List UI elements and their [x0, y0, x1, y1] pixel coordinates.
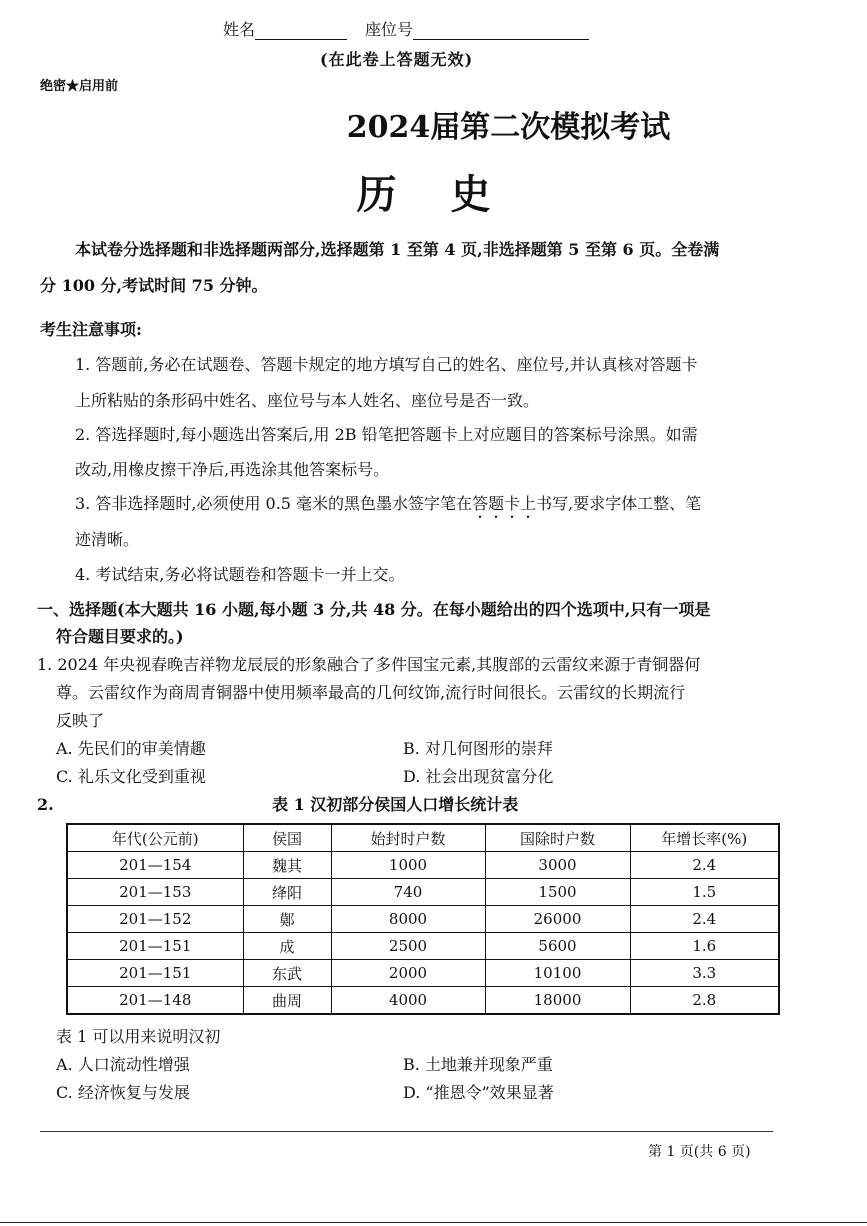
secret-label: 绝密★启用前 — [40, 79, 119, 94]
table-cell: 1.5 — [630, 879, 779, 906]
table-cell: 26000 — [485, 906, 630, 933]
note-2-line-2: 改动,用橡皮擦干净后,再选涂其他答案标号。 — [75, 460, 390, 479]
notes-heading: 考生注意事项: — [40, 320, 142, 339]
seat-blank — [413, 39, 589, 40]
table-cell: 绛阳 — [243, 879, 331, 906]
section-1-line-1: 一、选择题(本大题共 16 小题,每小题 3 分,共 48 分。在每小题给出的四个选项中,只有一项是 — [37, 600, 711, 619]
table-cell: 5600 — [485, 933, 630, 960]
table-cell: 201—153 — [67, 879, 243, 906]
header-cell: 年增长率(%) — [630, 824, 779, 852]
q1-option-c: C. 礼乐文化受到重视 — [56, 767, 206, 786]
table-row — [67, 987, 779, 1015]
q1-line-1: 1. 2024 年央视春晚吉祥物龙辰辰的形象融合了多件国宝元素,其腹部的云雷纹来源于青铜器何 — [37, 655, 701, 674]
q1-line-2: 尊。云雷纹作为商周青铜器中使用频率最高的几何纹饰,流行时间很长。云雷纹的长期流行 — [56, 683, 686, 702]
table-cell: 1.6 — [630, 933, 779, 960]
table-cell: 2.4 — [630, 906, 779, 933]
note-3-line-2: 迹清晰。 — [75, 530, 140, 549]
q2-option-b: B. 土地兼并现象严重 — [403, 1055, 553, 1074]
table-cell: 8000 — [331, 906, 485, 933]
table-row — [67, 879, 779, 906]
table-cell: 魏其 — [243, 852, 331, 879]
note-4: 4. 考试结束,务必将试题卷和答题卡一并上交。 — [75, 565, 405, 584]
table-cell: 东武 — [243, 960, 331, 987]
note-1-line-1: 1. 答题前,务必在试题卷、答题卡规定的地方填写自己的姓名、座位号,并认真核对答题卡 — [75, 355, 698, 374]
note-1-line-2: 上所粘贴的条形码中姓名、座位号与本人姓名、座位号是否一致。 — [75, 391, 540, 410]
invalid-note: (在此卷上答题无效) — [320, 50, 474, 69]
q2-option-d: D. “推恩令”效果显著 — [403, 1083, 554, 1102]
table-cell: 2500 — [331, 933, 485, 960]
table-cell: 成 — [243, 933, 331, 960]
section-1-line-2: 符合题目要求的。) — [56, 627, 184, 646]
table-row — [67, 852, 779, 879]
table-row — [67, 906, 779, 933]
table-row — [67, 933, 779, 960]
table-cell: 3000 — [485, 852, 630, 879]
exam-title: 2024届第二次模拟考试 — [346, 110, 671, 145]
table-row — [67, 960, 779, 987]
q2-option-a: A. 人口流动性增强 — [56, 1055, 190, 1074]
q1-line-3: 反映了 — [56, 711, 105, 730]
header-cell: 始封时户数 — [331, 824, 485, 852]
name-label: 姓名 — [223, 20, 256, 39]
table-cell: 2.4 — [630, 852, 779, 879]
page-bottom-edge — [0, 1222, 867, 1223]
table-header-row — [67, 824, 779, 852]
q1-option-b: B. 对几何图形的崇拜 — [403, 739, 553, 758]
table-cell: 18000 — [485, 987, 630, 1015]
table-cell: 740 — [331, 879, 485, 906]
name-blank — [255, 39, 347, 40]
q2-option-c: C. 经济恢复与发展 — [56, 1083, 190, 1102]
header-cell: 年代(公元前) — [67, 824, 243, 852]
note-3-line-1: 3. 答非选择题时,必须使用 0.5 毫米的黑色墨水签字笔在答题卡上书写,要求字体工整、笔 — [75, 494, 702, 513]
table-cell: 201—148 — [67, 987, 243, 1015]
table-cell: 201—154 — [67, 852, 243, 879]
table-cell: 鄚 — [243, 906, 331, 933]
population-table — [66, 823, 778, 1015]
table-cell: 1000 — [331, 852, 485, 879]
table-cell: 2000 — [331, 960, 485, 987]
emphasized-answer-card: 答题卡上 — [472, 494, 537, 513]
table-cell: 10100 — [485, 960, 630, 987]
intro-line-1: 本试卷分选择题和非选择题两部分,选择题第 1 至第 4 页,非选择题第 5 至第 6 页。全卷满 — [75, 240, 720, 259]
table-cell: 201—151 — [67, 933, 243, 960]
header-cell: 侯国 — [243, 824, 331, 852]
note-2-line-1: 2. 答选择题时,每小题选出答案后,用 2B 铅笔把答题卡上对应题目的答案标号涂黑。如需 — [75, 425, 698, 444]
table-cell: 3.3 — [630, 960, 779, 987]
subject-title: 历 史 — [356, 171, 511, 218]
q2-stem: 表 1 可以用来说明汉初 — [56, 1027, 221, 1046]
table-cell: 201—152 — [67, 906, 243, 933]
table-cell: 1500 — [485, 879, 630, 906]
table-cell: 201—151 — [67, 960, 243, 987]
table-cell: 4000 — [331, 987, 485, 1015]
table-title: 表 1 汉初部分侯国人口增长统计表 — [272, 795, 519, 814]
header-cell: 国除时户数 — [485, 824, 630, 852]
q2-number: 2. — [37, 795, 54, 814]
table-cell: 曲周 — [243, 987, 331, 1015]
q1-option-a: A. 先民们的审美情趣 — [56, 739, 206, 758]
seat-label: 座位号 — [365, 20, 414, 39]
intro-line-2: 分 100 分,考试时间 75 分钟。 — [40, 276, 268, 295]
page-number: 第 1 页(共 6 页) — [648, 1144, 751, 1160]
q1-option-d: D. 社会出现贫富分化 — [403, 767, 554, 786]
footer-divider — [40, 1131, 773, 1132]
name-seat-line — [223, 20, 589, 40]
table-cell: 2.8 — [630, 987, 779, 1015]
